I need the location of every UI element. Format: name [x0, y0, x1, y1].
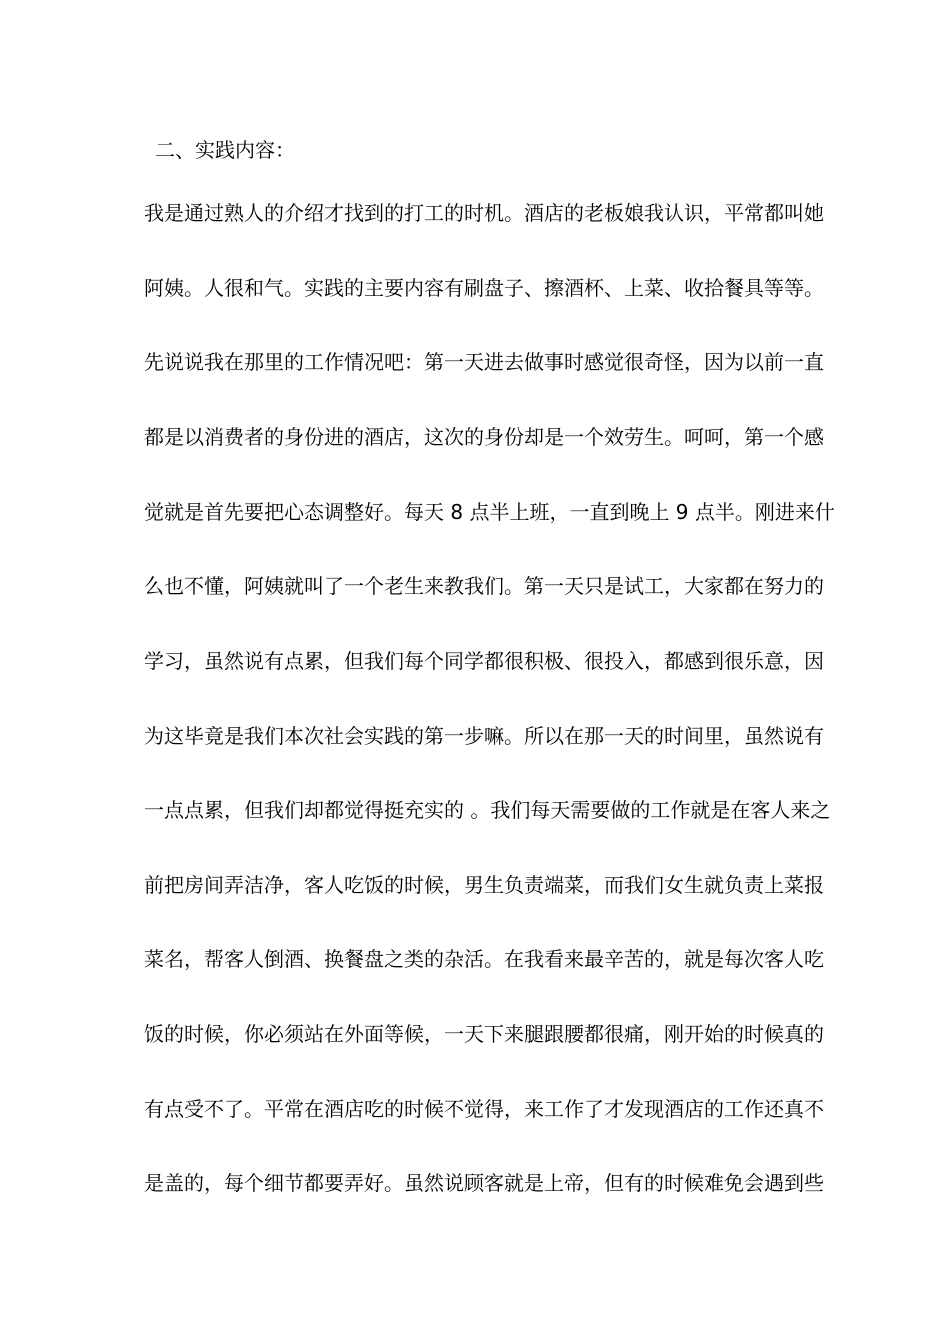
- paragraph-line: 为这毕竟是我们本次社会实践的第一步嘛。所以在那一天的时间里，虽然说有: [144, 724, 824, 748]
- paragraph-line: 是盖的，每个细节都要弄好。虽然说顾客就是上帝，但有的时候难免会遇到些: [144, 1171, 824, 1195]
- paragraph-line: 阿姨。人很和气。实践的主要内容有刷盘子、擦酒杯、上菜、收拾餐具等等。: [144, 276, 824, 300]
- paragraph-line: 都是以消费者的身份进的酒店，这次的身份却是一个效劳生。呵呵，第一个感: [144, 425, 824, 449]
- paragraph-line: 学习，虽然说有点累，但我们每个同学都很积极、很投入，都感到很乐意，因: [144, 649, 824, 673]
- paragraph-line: 先说说我在那里的工作情况吧：第一天进去做事时感觉很奇怪，因为以前一直: [144, 350, 824, 374]
- paragraph-line: 前把房间弄洁净，客人吃饭的时候，男生负责端菜，而我们女生就负责上菜报: [144, 873, 824, 897]
- section-heading: 二、实践内容：: [155, 138, 295, 162]
- paragraph-line: 一点点累，但我们却都觉得挺充实的 。我们每天需要做的工作就是在客人来之: [144, 798, 831, 822]
- paragraph-line: 我是通过熟人的介绍才找到的打工的时机。酒店的老板娘我认识，平常都叫她: [144, 201, 824, 225]
- paragraph-line: 有点受不了。平常在酒店吃的时候不觉得，来工作了才发现酒店的工作还真不: [144, 1097, 824, 1121]
- paragraph-line: 觉就是首先要把心态调整好。每天 8 点半上班，一直到晚上 9 点半。刚进来什: [144, 500, 835, 524]
- paragraph-line: 菜名，帮客人倒酒、换餐盘之类的杂活。在我看来最辛苦的，就是每次客人吃: [144, 947, 824, 971]
- paragraph-line: 饭的时候，你必须站在外面等候，一天下来腿跟腰都很痛，刚开始的时候真的: [144, 1022, 824, 1046]
- paragraph-line: 么也不懂，阿姨就叫了一个老生来教我们。第一天只是试工，大家都在努力的: [144, 574, 824, 598]
